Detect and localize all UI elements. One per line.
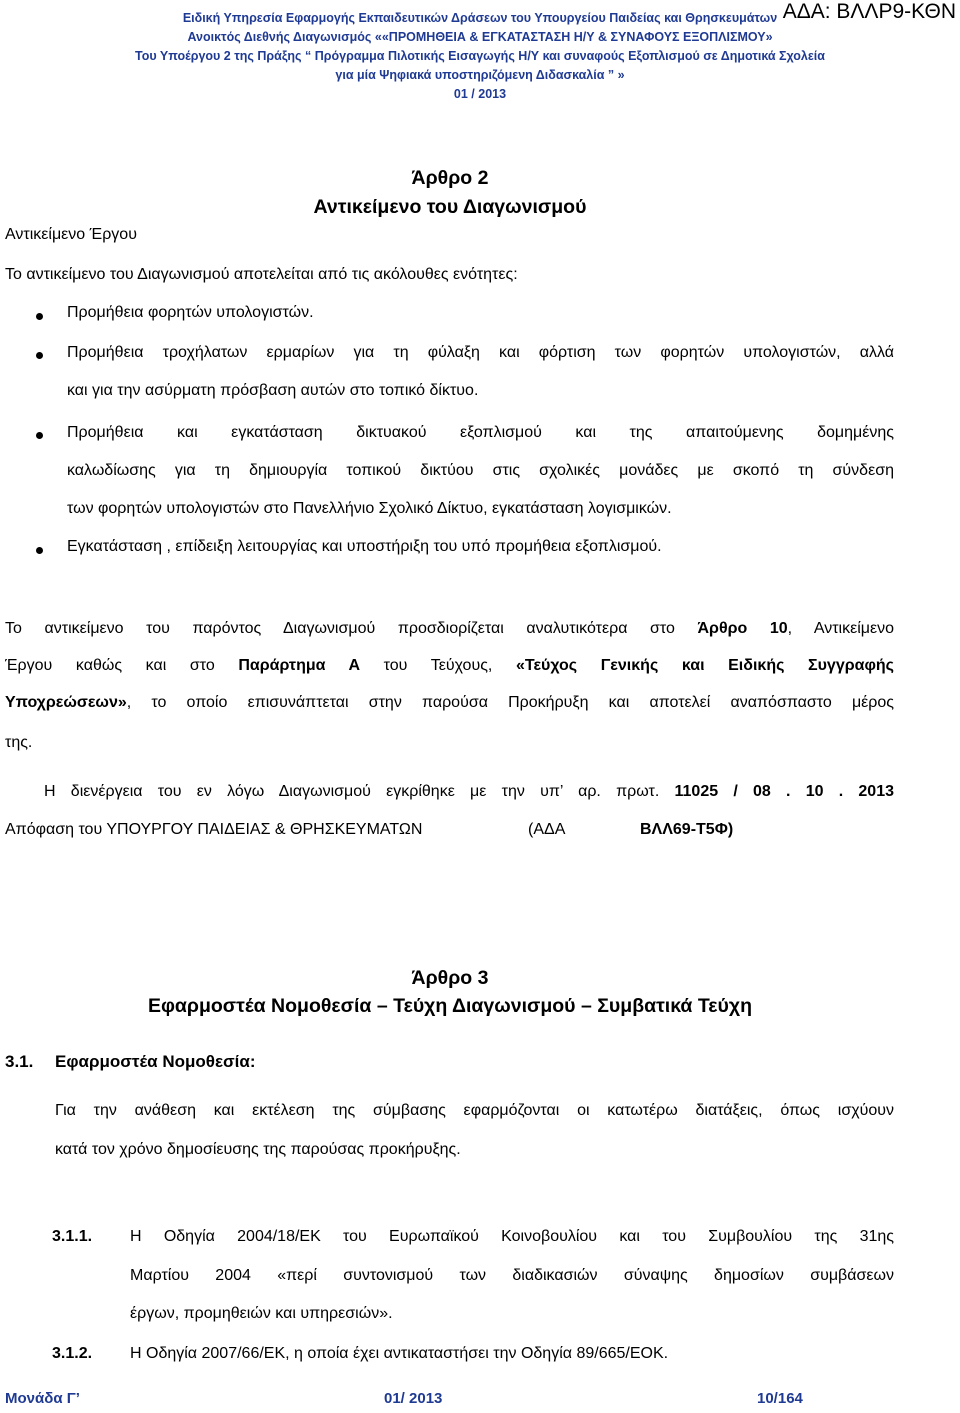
ada-stamp: ΑΔΑ: ΒΛΛΡ9-ΚΘΝ — [782, 0, 956, 23]
bullet-3-line-3: των φορητών υπολογιστών στο Πανελλήνιο Σχολικό Δίκτυο, εγκατάσταση λογισμικών. — [67, 500, 672, 517]
para-1-text-e: του Τεύχους, — [360, 657, 516, 674]
para-2-line-2a: Απόφαση του ΥΠΟΥΡΓΟΥ ΠΑΙΔΕΙΑΣ & ΘΡΗΣΚΕΥΜΑΤΩΝ — [5, 821, 423, 838]
ada-reference: ΒΛΛ69-Τ5Φ) — [640, 821, 734, 838]
bullet-4-marker — [36, 547, 43, 554]
article-3-title: Άρθρο 3 — [411, 967, 489, 989]
para-1-line-1 — [5, 620, 894, 638]
header-line-5: 01 / 2013 — [453, 87, 507, 101]
annex-a-ref: Παράρτημα Α — [238, 657, 361, 674]
article-3-subtitle: Εφαρμοστέα Νομοθεσία – Τεύχη Διαγωνισμού – Συμβατικά Τεύχη — [147, 995, 753, 1017]
bullet-3-line-2: καλωδίωσης για τη δημιουργία τοπικού δικτύου στις σχολικές μονάδες με σκοπό τη σύνδεση — [67, 462, 894, 479]
bullet-2-marker — [36, 352, 43, 359]
article-2-title: Άρθρο 2 — [411, 167, 489, 189]
side-heading: Αντικείμενο Έργου — [5, 226, 137, 243]
para-1-line-2 — [5, 657, 894, 675]
item-3-1-1-line-3: έργων, προμηθειών και υπηρεσιών». — [130, 1305, 393, 1322]
para-2-text-a: Η διενέργεια του εν λόγω Διαγωνισμού εγκρίθηκε με την υπ’ αρ. πρωτ. — [44, 783, 675, 800]
footer-page-number: 10/164 — [757, 1390, 803, 1407]
section-3-1-number: 3.1. — [5, 1052, 34, 1071]
footer-unit: Μονάδα Γ’ — [5, 1390, 80, 1407]
section-3-1-intro-line-1: Για την ανάθεση και εκτέλεση της σύμβασης εφαρμόζονται οι κατωτέρω διατάξεις, όπως ισχύουν — [55, 1102, 894, 1119]
header-line-3: Του Υποέργου 2 της Πράξης “ Πρόγραμμα Πιλοτικής Εισαγωγής Η/Υ και συναφούς Εξοπλισμού σε Δημοτικά Σχολεία — [135, 49, 825, 63]
protocol-number: 11025 / 08 . 10 . 2013 — [674, 783, 895, 800]
bullet-3-line-1: Προμήθεια και εγκατάσταση δικτυακού εξοπλισμού και της απαιτούμενης δομημένης — [67, 424, 894, 441]
para-1-line-3 — [5, 694, 894, 712]
header-line-2: Ανοικτός Διεθνής Διαγωνισμός ««ΠΡΟΜΗΘΕΙΑ & ΕΓΚΑΤΑΣΤΑΣΗ Η/Υ & ΣΥΝΑΦΟΥΣ ΕΞΟΠΛΙΣΜΟΥ» — [187, 30, 773, 44]
item-3-1-1-line-1: Η Οδηγία 2004/18/ΕΚ του Ευρωπαϊκού Κοινοβουλίου και του Συμβουλίου της 31ης — [130, 1228, 894, 1245]
footer-ref: 01/ 2013 — [384, 1390, 443, 1407]
bullet-4-line-1: Εγκατάσταση , επίδειξη λειτουργίας και υποστήριξη του υπό προμήθεια εξοπλισμού. — [67, 538, 662, 555]
section-3-1-title: Εφαρμοστέα Νομοθεσία: — [55, 1052, 256, 1071]
intro-text: Το αντικείμενο του Διαγωνισμού αποτελείται από τις ακόλουθες ενότητες: — [5, 266, 518, 283]
para-1-text-a: Το αντικείμενο του παρόντος Διαγωνισμού προσδιορίζεται αναλυτικότερα στο — [5, 620, 698, 637]
item-3-1-2-line-1: Η Οδηγία 2007/66/ΕΚ, η οποία έχει αντικαταστήσει την Οδηγία 89/665/ΕΟΚ. — [130, 1345, 669, 1362]
item-3-1-1-number: 3.1.1. — [52, 1228, 93, 1245]
bullet-2-line-2: και για την ασύρματη πρόσβαση αυτών στο τοπικό δίκτυο. — [67, 382, 479, 399]
para-2-line-1 — [44, 783, 894, 801]
para-1-text-c: , Αντικείμενο — [787, 620, 895, 637]
header-line-1: Ειδική Υπηρεσία Εφαρμογής Εκπαιδευτικών Δράσεων του Υπουργείου Παιδείας και Θρησκευμάτων — [182, 11, 778, 25]
para-1-line-4: της. — [5, 734, 33, 751]
obligations-ref: Υποχρεώσεων» — [5, 694, 127, 711]
bullet-1-line-1: Προμήθεια φορητών υπολογιστών. — [67, 304, 314, 321]
item-3-1-2-number: 3.1.2. — [52, 1345, 93, 1362]
specification-ref: «Τεύχος Γενικής και Ειδικής Συγγραφής — [515, 657, 894, 674]
bullet-1-marker — [36, 313, 43, 320]
para-2-line-2b: (ΑΔΑ — [528, 821, 566, 838]
item-3-1-1-line-2: Μαρτίου 2004 «περί συντονισμού των διαδικασιών σύναψης δημοσίων συμβάσεων — [130, 1267, 894, 1284]
bullet-2-line-1: Προμήθεια τροχήλατων ερμαρίων για τη φύλαξη και φόρτιση των φορητών υπολογιστών, αλλά — [67, 344, 894, 361]
bullet-3-marker — [36, 432, 43, 439]
article-10-ref: Άρθρο 10 — [697, 620, 788, 637]
header-line-4: για μία Ψηφιακά υποστηριζόμενη Διδασκαλία ” » — [335, 68, 625, 82]
section-3-1-intro-line-2: κατά τον χρόνο δημοσίευσης της παρούσας προκήρυξης. — [55, 1141, 461, 1158]
para-1-text-f: , το οποίο επισυνάπτεται στην παρούσα Προκήρυξη και αποτελεί αναπόσπαστο μέρος — [126, 694, 894, 711]
article-2-subtitle: Αντικείμενο του Διαγωνισμού — [313, 196, 587, 218]
para-1-text-d: Έργου καθώς και στο — [5, 657, 239, 674]
